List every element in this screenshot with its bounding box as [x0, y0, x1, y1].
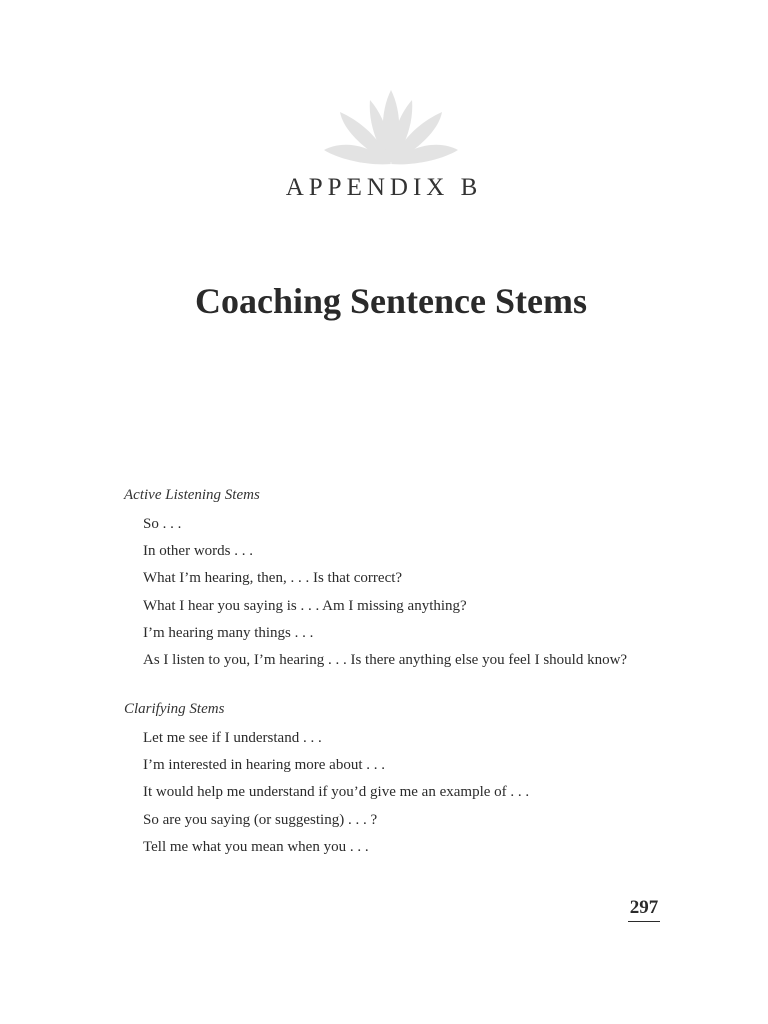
- stem-item: What I hear you saying is . . . Am I missing anything?: [143, 597, 467, 614]
- stem-item: What I’m hearing, then, . . . Is that correct?: [143, 570, 403, 587]
- stem-item: Tell me what you mean when you . . .: [143, 838, 369, 855]
- appendix-label: APPENDIX B: [285, 174, 483, 201]
- section-heading: Clarifying Stems: [124, 701, 225, 717]
- stem-item: It would help me understand if you’d give me an example of . . .: [143, 784, 530, 801]
- stem-item: As I listen to you, I’m hearing . . . Is there anything else you feel I should know?: [143, 652, 628, 669]
- stem-item: In other words . . .: [143, 543, 253, 560]
- stem-list: [124, 511, 684, 674]
- page-title: Coaching Sentence Stems: [195, 281, 587, 321]
- lotus-icon: [322, 88, 460, 168]
- stem-item: Let me see if I understand . . .: [143, 730, 322, 746]
- clarifying-section: [124, 699, 684, 861]
- section-heading: Active Listening Stems: [124, 487, 260, 503]
- active-listening-section: [124, 485, 684, 674]
- stem-item: I’m interested in hearing more about . . .: [143, 757, 386, 774]
- stem-item: So are you saying (or suggesting) . . . ?: [143, 811, 378, 828]
- stem-item: I’m hearing many things . . .: [143, 624, 314, 641]
- stem-item: So . . .: [143, 516, 182, 532]
- page-number: 297: [628, 897, 660, 922]
- stem-list: [124, 725, 684, 861]
